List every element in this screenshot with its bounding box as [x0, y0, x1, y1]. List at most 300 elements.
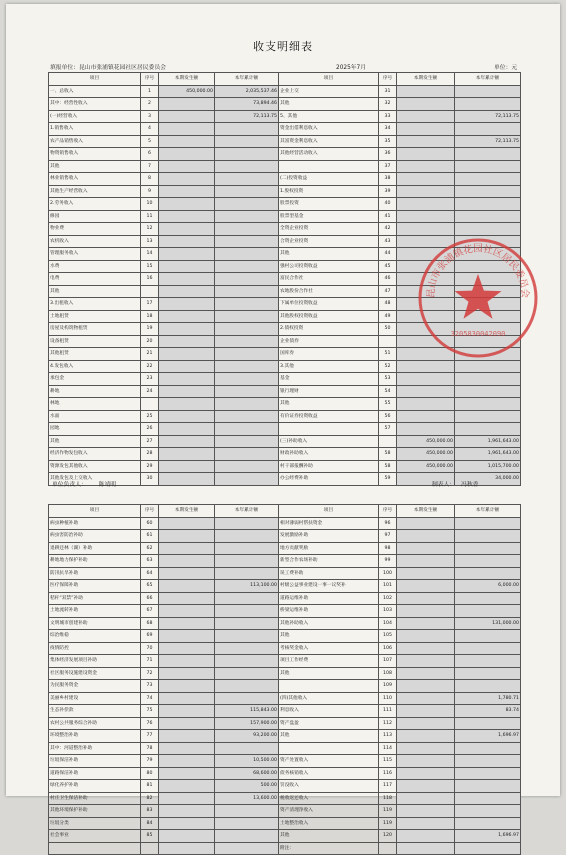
right-current-amount — [397, 592, 455, 605]
right-item-label: 发展激励补助 — [279, 530, 379, 543]
left-seq: 78 — [141, 742, 159, 755]
right-current-amount — [397, 642, 455, 655]
left-current-amount — [159, 680, 215, 693]
left-ytd-amount — [215, 198, 279, 211]
right-item-label: (二)投资收益 — [279, 173, 379, 186]
left-item-label: 退耕还林（湖）补助 — [49, 542, 141, 555]
left-item-label: 美丽乡村建设 — [49, 692, 141, 705]
left-current-amount — [159, 223, 215, 236]
left-seq: 5 — [141, 135, 159, 148]
left-item-label: 林业销售收入 — [49, 173, 141, 186]
left-current-amount — [159, 705, 215, 718]
right-item-label: 道路运维补助 — [279, 592, 379, 605]
header-item: 项目 — [49, 73, 141, 86]
official-seal — [416, 236, 540, 360]
right-item-label: 其他补助收入 — [279, 617, 379, 630]
left-seq: 66 — [141, 592, 159, 605]
left-current-amount — [159, 542, 215, 555]
right-ytd-amount — [455, 517, 521, 530]
table-row — [49, 123, 521, 136]
right-ytd-amount: 1,780.71 — [455, 692, 521, 705]
right-seq: 55 — [379, 398, 397, 411]
left-ytd-amount — [215, 360, 279, 373]
left-current-amount — [159, 135, 215, 148]
left-item-label: 电费 — [49, 273, 141, 286]
right-seq: 116 — [379, 767, 397, 780]
right-item-label: 其他 — [279, 667, 379, 680]
right-ytd-amount — [455, 792, 521, 805]
right-seq: 104 — [379, 617, 397, 630]
right-ytd-amount — [455, 373, 521, 386]
right-seq: 45 — [379, 260, 397, 273]
left-item-label: 经济作物发包收入 — [49, 448, 141, 461]
left-seq: 68 — [141, 617, 159, 630]
left-item-label: 村庄卫生保洁补助 — [49, 792, 141, 805]
right-ytd-amount: 72,113.75 — [455, 135, 521, 148]
left-current-amount — [159, 110, 215, 123]
left-seq: 29 — [141, 460, 159, 473]
table-row — [49, 360, 521, 373]
left-ytd-amount — [215, 373, 279, 386]
right-item-label: 合资企业投资 — [279, 235, 379, 248]
left-ytd-amount — [215, 617, 279, 630]
preparer-signature — [432, 479, 478, 488]
left-item-label: 一、总收入 — [49, 85, 141, 98]
right-item-label: 农地股份合作社 — [279, 285, 379, 298]
report-period: 2025年7月 — [336, 65, 367, 71]
right-seq: 96 — [379, 517, 397, 530]
leader-label: 单位负责人： — [52, 482, 87, 488]
left-ytd-amount — [215, 210, 279, 223]
left-current-amount — [159, 373, 215, 386]
right-item-label: 办公经费补助 — [279, 473, 379, 486]
right-item-label: 其他 — [279, 730, 379, 743]
right-current-amount — [397, 148, 455, 161]
right-item-label: 村干部报酬补助 — [279, 460, 379, 473]
right-current-amount — [397, 210, 455, 223]
left-item-label: 病虫种植补助 — [49, 517, 141, 530]
right-item-label: 其他 — [279, 398, 379, 411]
left-ytd-amount — [215, 398, 279, 411]
left-ytd-amount — [215, 248, 279, 261]
header-current: 本期发生额 — [397, 505, 455, 518]
right-item-label: 基金 — [279, 373, 379, 386]
right-item-label: 误工费补助 — [279, 567, 379, 580]
left-current-amount — [159, 460, 215, 473]
right-current-amount — [397, 692, 455, 705]
right-seq: 58 — [379, 448, 397, 461]
right-item-label: 财政补助收入 — [279, 448, 379, 461]
right-item-label: 资产清理净收入 — [279, 805, 379, 818]
left-seq: 16 — [141, 273, 159, 286]
right-ytd-amount — [455, 667, 521, 680]
header-seq: 序号 — [379, 73, 397, 86]
table-row — [49, 135, 521, 148]
left-ytd-amount — [215, 435, 279, 448]
header-item: 项目 — [279, 73, 379, 86]
left-seq: 21 — [141, 348, 159, 361]
right-current-amount: 450,000.00 — [397, 460, 455, 473]
right-seq: 47 — [379, 285, 397, 298]
left-ytd-amount — [215, 742, 279, 755]
right-current-amount — [397, 530, 455, 543]
left-ytd-amount — [215, 680, 279, 693]
left-seq: 70 — [141, 642, 159, 655]
left-item-label: 其他生产经营收入 — [49, 185, 141, 198]
left-seq: 63 — [141, 555, 159, 568]
currency-unit: 单位：元 — [494, 65, 518, 71]
left-seq: 15 — [141, 260, 159, 273]
right-current-amount — [397, 792, 455, 805]
left-item-label: 物业费 — [49, 223, 141, 236]
left-ytd-amount — [215, 173, 279, 186]
right-ytd-amount — [455, 160, 521, 173]
right-seq: 33 — [379, 110, 397, 123]
left-current-amount — [159, 805, 215, 818]
right-current-amount — [397, 705, 455, 718]
right-item-label — [279, 742, 379, 755]
table-row — [49, 98, 521, 111]
right-ytd-amount — [455, 630, 521, 643]
left-current-amount — [159, 323, 215, 336]
left-ytd-amount — [215, 605, 279, 618]
left-seq: 60 — [141, 517, 159, 530]
right-item-label — [279, 160, 379, 173]
table-row — [49, 173, 521, 186]
right-item-label: 5、其他 — [279, 110, 379, 123]
right-seq: 97 — [379, 530, 397, 543]
left-item-label: 垃圾保洁补助 — [49, 755, 141, 768]
right-current-amount — [397, 767, 455, 780]
table-row — [49, 555, 521, 568]
preparer-name: 冯秋香 — [461, 482, 479, 488]
right-current-amount — [397, 123, 455, 136]
left-seq: 79 — [141, 755, 159, 768]
left-seq: 4 — [141, 123, 159, 136]
right-ytd-amount: 83.74 — [455, 705, 521, 718]
left-ytd-amount: 72,113.75 — [215, 110, 279, 123]
left-current-amount — [159, 285, 215, 298]
right-seq: 52 — [379, 360, 397, 373]
left-ytd-amount — [215, 842, 279, 855]
right-current-amount — [397, 398, 455, 411]
left-seq: 76 — [141, 717, 159, 730]
right-current-amount — [397, 805, 455, 818]
right-item-label: 其他 — [279, 248, 379, 261]
left-current-amount — [159, 473, 215, 486]
left-seq: 80 — [141, 767, 159, 780]
right-seq: 105 — [379, 630, 397, 643]
right-item-label: 1.股权投资 — [279, 185, 379, 198]
left-ytd-amount — [215, 592, 279, 605]
left-item-label: 其中：经营性收入 — [49, 98, 141, 111]
right-seq: 54 — [379, 385, 397, 398]
left-ytd-amount — [215, 123, 279, 136]
left-current-amount — [159, 360, 215, 373]
right-current-amount — [397, 198, 455, 211]
right-item-label: 其他经营活动收入 — [279, 148, 379, 161]
right-current-amount — [397, 817, 455, 830]
right-seq: 34 — [379, 123, 397, 136]
table-row — [49, 373, 521, 386]
right-ytd-amount — [455, 642, 521, 655]
leader-signature — [52, 479, 116, 488]
right-ytd-amount — [455, 123, 521, 136]
right-ytd-amount: 1,015,700.00 — [455, 460, 521, 473]
right-seq: 106 — [379, 642, 397, 655]
left-item-label: (一)经营收入 — [49, 110, 141, 123]
left-current-amount — [159, 842, 215, 855]
right-seq: 46 — [379, 273, 397, 286]
right-seq: 58 — [379, 460, 397, 473]
right-seq: 118 — [379, 792, 397, 805]
right-current-amount — [397, 580, 455, 593]
right-seq: 59 — [379, 473, 397, 486]
left-ytd-amount — [215, 260, 279, 273]
right-item-label: 其他 — [279, 630, 379, 643]
right-current-amount — [397, 173, 455, 186]
left-current-amount — [159, 123, 215, 136]
left-current-amount — [159, 98, 215, 111]
table-row — [49, 792, 521, 805]
left-ytd-amount — [215, 385, 279, 398]
left-ytd-amount — [215, 148, 279, 161]
left-seq: 26 — [141, 423, 159, 436]
left-ytd-amount — [215, 285, 279, 298]
right-seq — [379, 842, 397, 855]
left-ytd-amount: 115,843.00 — [215, 705, 279, 718]
right-seq: 98 — [379, 542, 397, 555]
right-seq: 31 — [379, 85, 397, 98]
left-ytd-amount — [215, 630, 279, 643]
table-row — [49, 667, 521, 680]
left-current-amount — [159, 567, 215, 580]
right-seq: 36 — [379, 148, 397, 161]
table-row — [49, 605, 521, 618]
right-current-amount — [397, 360, 455, 373]
right-ytd-amount — [455, 360, 521, 373]
right-seq: 103 — [379, 605, 397, 618]
right-item-label: 地方贡献奖励 — [279, 542, 379, 555]
left-ytd-amount — [215, 530, 279, 543]
left-ytd-amount — [215, 473, 279, 486]
right-current-amount — [397, 755, 455, 768]
table-row — [49, 592, 521, 605]
right-item-label: 3.其他 — [279, 360, 379, 373]
right-item-label: 考核奖金收入 — [279, 642, 379, 655]
left-seq: 11 — [141, 210, 159, 223]
right-current-amount — [397, 830, 455, 843]
left-current-amount — [159, 348, 215, 361]
left-current-amount — [159, 210, 215, 223]
left-ytd-amount — [215, 298, 279, 311]
income-table-bottom — [48, 504, 521, 855]
left-seq — [141, 398, 159, 411]
left-seq: 67 — [141, 605, 159, 618]
left-item-label: 绿化养护补助 — [49, 780, 141, 793]
header-item: 项目 — [279, 505, 379, 518]
left-item-label — [49, 842, 141, 855]
right-item-label: 2.债权投资 — [279, 323, 379, 336]
left-seq: 83 — [141, 805, 159, 818]
right-ytd-amount: 1,696.97 — [455, 830, 521, 843]
left-item-label: 耕地 — [49, 385, 141, 398]
right-current-amount — [397, 730, 455, 743]
left-seq: 71 — [141, 655, 159, 668]
right-seq: 48 — [379, 298, 397, 311]
table-row — [49, 742, 521, 755]
left-seq: 14 — [141, 248, 159, 261]
right-item-label: (四)其他收入 — [279, 692, 379, 705]
table-row — [49, 705, 521, 718]
right-ytd-amount: 72,113.75 — [455, 110, 521, 123]
table-row — [49, 680, 521, 693]
seal-arc-text: 昆山市张浦镇花园社区居民委员会 — [425, 243, 531, 299]
table-row — [49, 780, 521, 793]
right-item-label: 其富资金利息收入 — [279, 135, 379, 148]
right-current-amount — [397, 423, 455, 436]
left-seq: 72 — [141, 667, 159, 680]
left-current-amount — [159, 448, 215, 461]
left-seq: 84 — [141, 817, 159, 830]
right-seq — [379, 435, 397, 448]
right-seq: 108 — [379, 667, 397, 680]
left-ytd-amount: 157,900.00 — [215, 717, 279, 730]
left-seq: 85 — [141, 830, 159, 843]
right-seq: 109 — [379, 680, 397, 693]
document-title: 收支明细表 — [253, 40, 313, 53]
left-item-label: 道路保洁补助 — [49, 767, 141, 780]
right-current-amount — [397, 160, 455, 173]
table-row — [49, 830, 521, 843]
left-current-amount — [159, 667, 215, 680]
right-current-amount — [397, 223, 455, 236]
right-item-label: 下属单位投资收益 — [279, 298, 379, 311]
left-current-amount — [159, 717, 215, 730]
right-ytd-amount — [455, 423, 521, 436]
left-item-label: 为民服务资金 — [49, 680, 141, 693]
right-current-amount — [397, 617, 455, 630]
right-item-label: 村级公益事业建设一事一议奖补 — [279, 580, 379, 593]
left-ytd-amount — [215, 160, 279, 173]
left-seq: 77 — [141, 730, 159, 743]
left-item-label: 土地流转补助 — [49, 605, 141, 618]
left-ytd-amount — [215, 805, 279, 818]
left-item-label: 社区服务设施建设资金 — [49, 667, 141, 680]
preparer-label: 制表人： — [432, 482, 456, 488]
table-row — [49, 580, 521, 593]
left-ytd-amount — [215, 460, 279, 473]
right-seq: 113 — [379, 730, 397, 743]
right-current-amount — [397, 630, 455, 643]
right-seq: 51 — [379, 348, 397, 361]
header-current: 本期发生额 — [159, 505, 215, 518]
left-item-label: 农村公共服务综合补助 — [49, 717, 141, 730]
table-row — [49, 717, 521, 730]
right-ytd-amount — [455, 85, 521, 98]
left-item-label: 土地租赁 — [49, 310, 141, 323]
right-ytd-amount: 1,961,643.00 — [455, 435, 521, 448]
right-ytd-amount — [455, 655, 521, 668]
left-ytd-amount: 500.00 — [215, 780, 279, 793]
left-current-amount — [159, 692, 215, 705]
right-item-label: (三)补助收入 — [279, 435, 379, 448]
table-row — [49, 617, 521, 630]
left-ytd-amount — [215, 335, 279, 348]
left-seq: 17 — [141, 298, 159, 311]
header-ytd: 本年累计额 — [455, 505, 521, 518]
left-item-label: 病虫害防治补助 — [49, 530, 141, 543]
left-item-label: 管理服务收入 — [49, 248, 141, 261]
table-row — [49, 817, 521, 830]
right-item-label: 罚没收入 — [279, 780, 379, 793]
left-current-amount — [159, 260, 215, 273]
right-ytd-amount — [455, 185, 521, 198]
left-seq: 20 — [141, 335, 159, 348]
right-current-amount — [397, 85, 455, 98]
left-ytd-amount — [215, 348, 279, 361]
left-seq: 10 — [141, 198, 159, 211]
left-item-label: 园地 — [49, 423, 141, 436]
left-seq: 6 — [141, 148, 159, 161]
left-ytd-amount: 93,200.00 — [215, 730, 279, 743]
left-current-amount — [159, 185, 215, 198]
left-item-label: 农产品销售收入 — [49, 135, 141, 148]
left-seq: 73 — [141, 680, 159, 693]
right-current-amount — [397, 98, 455, 111]
right-seq: 99 — [379, 555, 397, 568]
right-seq: 102 — [379, 592, 397, 605]
leader-name: 陈靖明 — [98, 482, 117, 488]
table-row — [49, 530, 521, 543]
left-ytd-amount: 10,500.00 — [215, 755, 279, 768]
left-current-amount — [159, 410, 215, 423]
right-ytd-amount — [455, 755, 521, 768]
table-row — [49, 460, 521, 473]
left-item-label: 疫情防控 — [49, 642, 141, 655]
left-item-label: 生态补偿款 — [49, 705, 141, 718]
left-item-label: 设备租赁 — [49, 335, 141, 348]
right-current-amount — [397, 542, 455, 555]
left-current-amount — [159, 273, 215, 286]
right-ytd-amount — [455, 717, 521, 730]
left-ytd-amount: 2,035,537.46 — [215, 85, 279, 98]
right-ytd-amount: 1,696.97 — [455, 730, 521, 743]
left-seq: 65 — [141, 580, 159, 593]
right-seq: 117 — [379, 780, 397, 793]
left-seq: 82 — [141, 792, 159, 805]
right-ytd-amount — [455, 567, 521, 580]
right-item-label: 新型合作农场补助 — [279, 555, 379, 568]
right-ytd-amount — [455, 410, 521, 423]
right-seq: 56 — [379, 410, 397, 423]
left-ytd-amount — [215, 135, 279, 148]
seal-star-icon — [455, 274, 502, 319]
header-current: 本期发生额 — [159, 73, 215, 86]
left-current-amount — [159, 398, 215, 411]
right-item-label: 国库券 — [279, 348, 379, 361]
table-row — [49, 210, 521, 223]
right-item-label: 利息收入 — [279, 705, 379, 718]
table-row — [49, 198, 521, 211]
table-row — [49, 767, 521, 780]
left-ytd-amount — [215, 817, 279, 830]
right-current-amount — [397, 185, 455, 198]
right-seq: 107 — [379, 655, 397, 668]
right-ytd-amount — [455, 398, 521, 411]
table-row — [49, 223, 521, 236]
table-header-row — [49, 73, 521, 86]
